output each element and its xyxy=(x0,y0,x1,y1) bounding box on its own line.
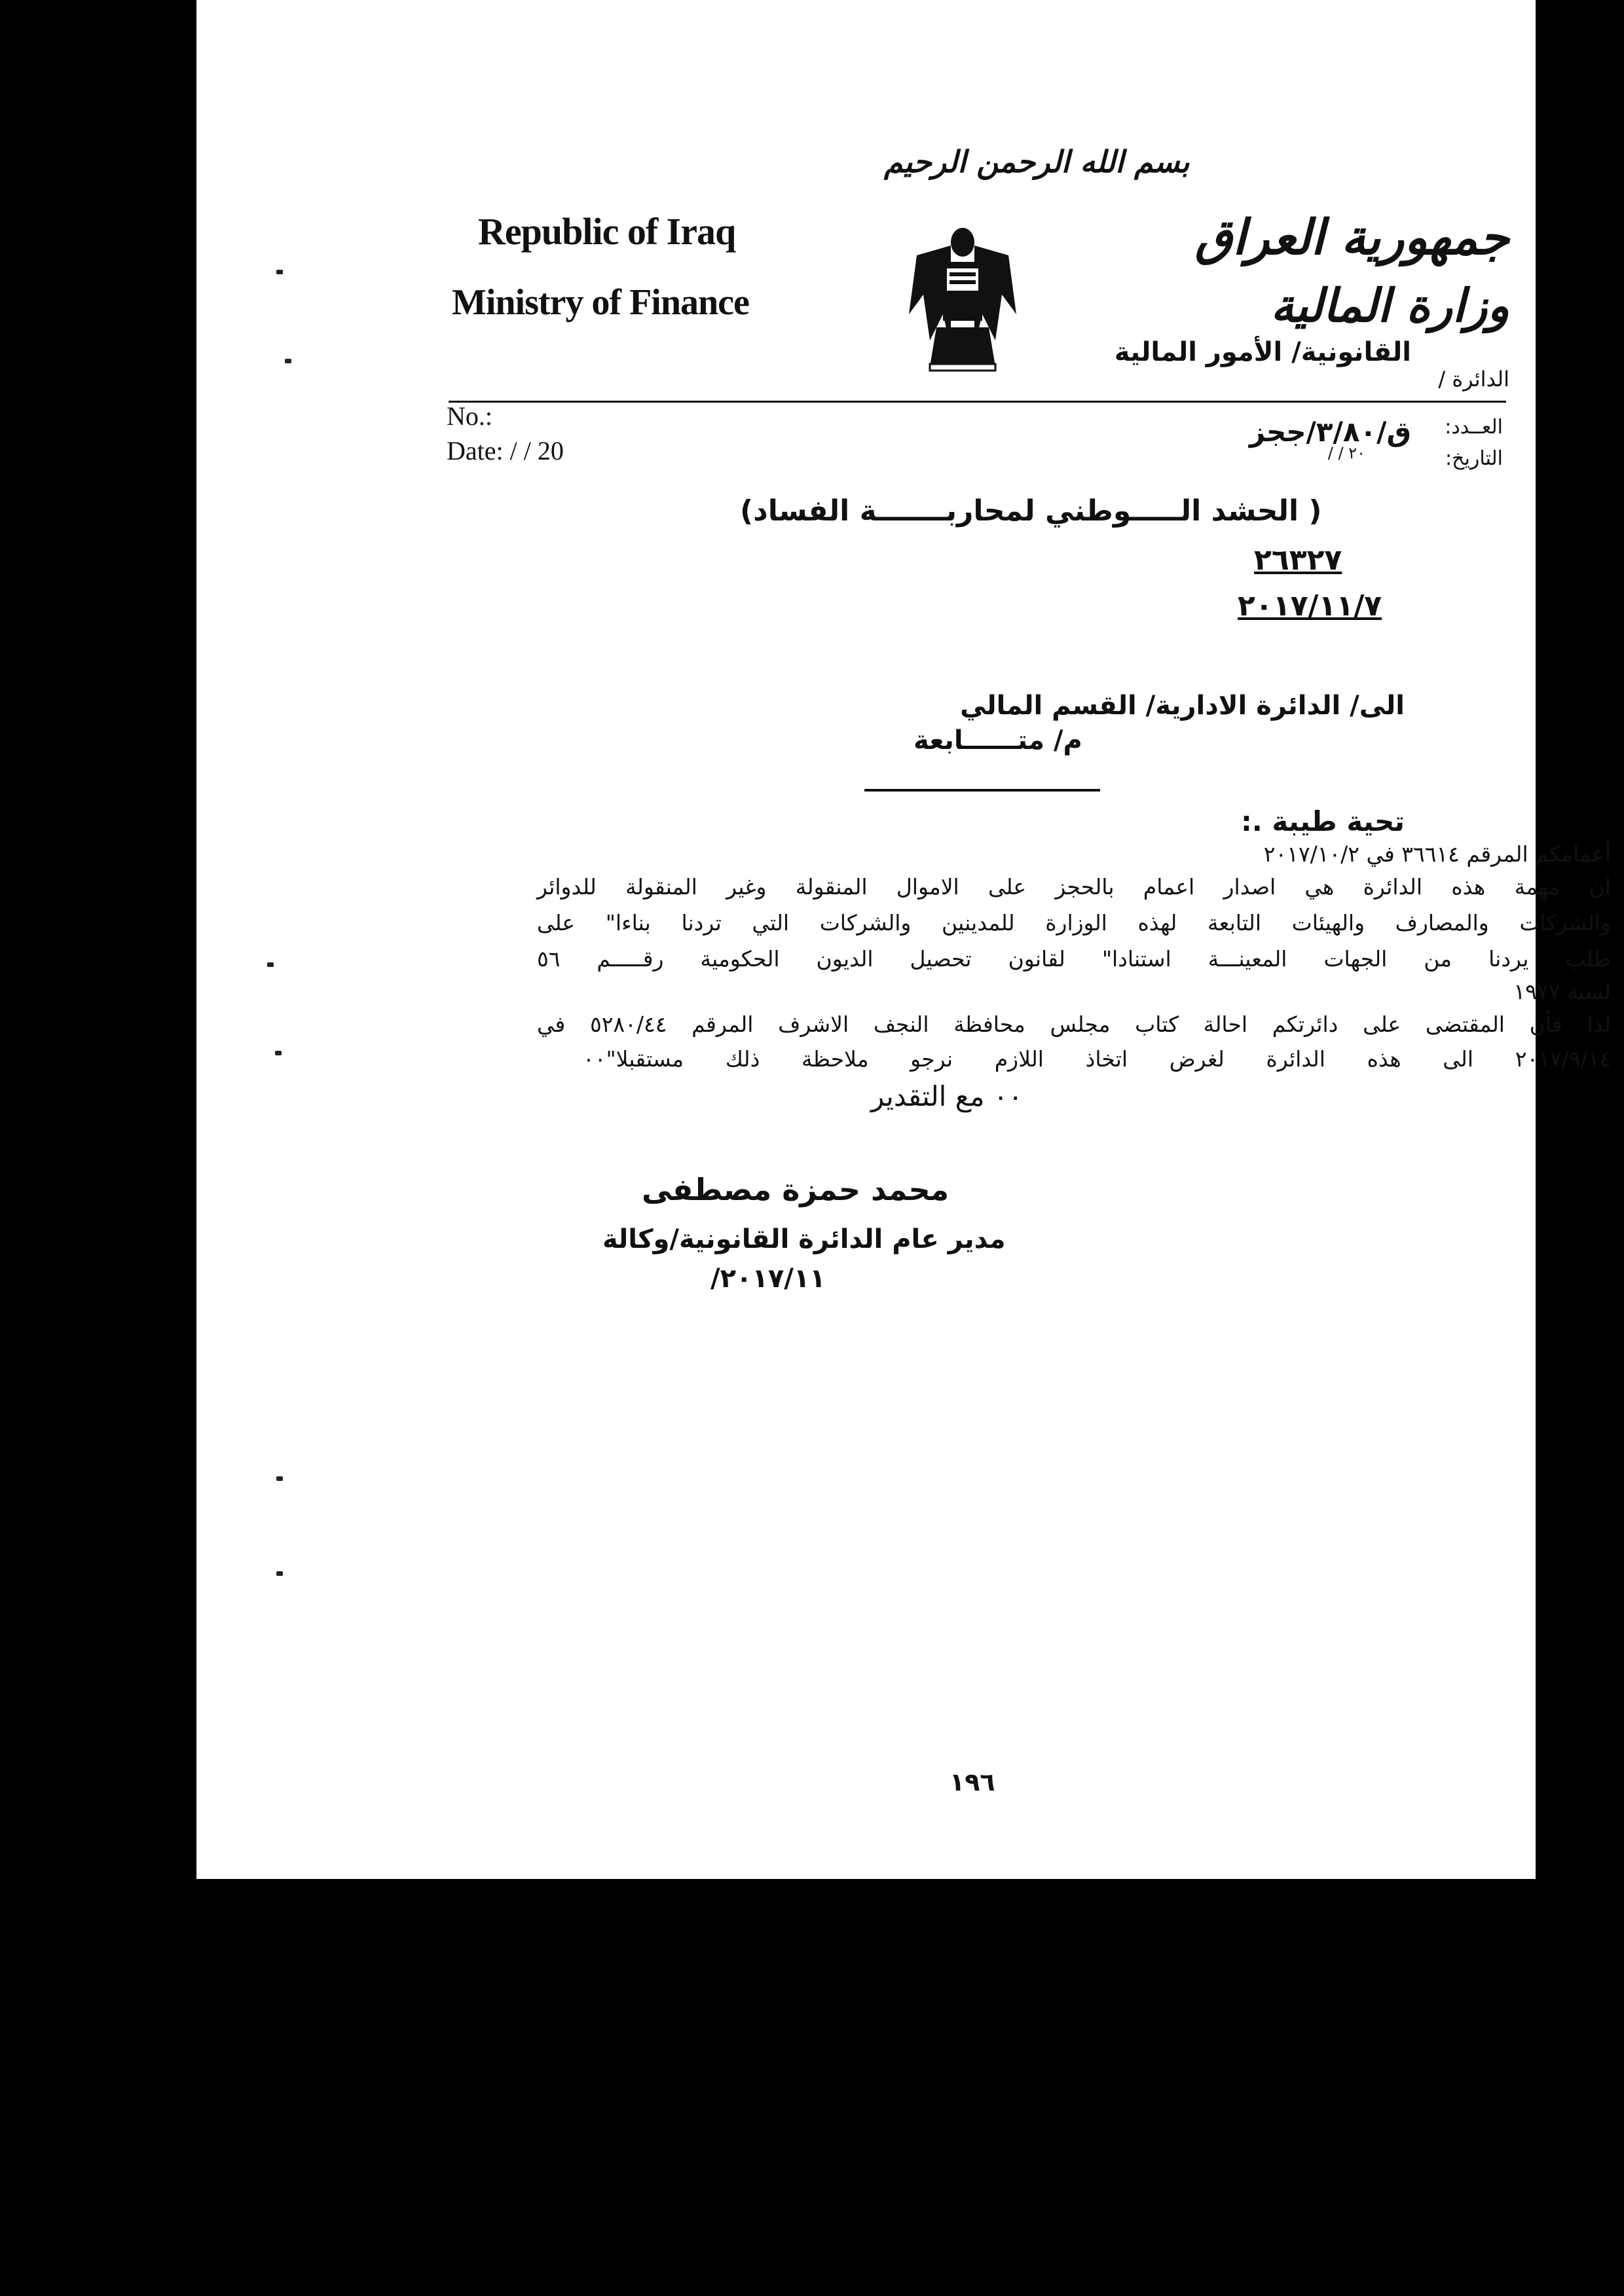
department-value: القانونية/ الأمور المالية xyxy=(1114,337,1411,367)
iraq-eagle-emblem-icon xyxy=(904,216,1022,373)
basmala: بسم الله الرحمن الرحيم xyxy=(884,144,1190,179)
country-name-en: Republic of Iraq xyxy=(478,210,736,253)
signatory-title: مدير عام الدائرة القانونية/وكالة xyxy=(602,1224,1006,1254)
subject-underline xyxy=(864,789,1100,792)
ministry-name-en: Ministry of Finance xyxy=(452,282,749,323)
addressee: الى/ الدائرة الادارية/ القسم المالي xyxy=(960,691,1405,721)
scan-mark xyxy=(276,1571,283,1576)
subject: م/ متــــــابعة xyxy=(913,725,1082,756)
date-label-en: Date: / / 20 xyxy=(447,436,564,465)
stamp-date: ٢٠١٧/١١/٧ xyxy=(1238,589,1382,623)
document-number-ar: ق/٣/٨٠/ججز xyxy=(1249,416,1411,448)
document-page xyxy=(196,0,1611,1879)
number-label-en: No.: xyxy=(447,401,492,431)
body-line-7: ٢٠١٧/٩/١٤ الى هذه الدائرة لغرض اتخاذ اللازم نرجو ملاحظة ذلك مستقبلا"٠٠ xyxy=(583,1046,1611,1072)
scan-mark xyxy=(276,270,283,274)
country-name-ar: جمهورية العراق xyxy=(1194,210,1509,266)
closing: ٠٠ مع التقدير xyxy=(871,1080,1023,1112)
scan-mark xyxy=(275,1051,282,1055)
page-number: ١٩٦ xyxy=(950,1768,995,1796)
stamp-title: ( الحشد الـــــوطني لمحاربـــــــة الفساد) xyxy=(740,494,1322,528)
body-line-6: لذا فأن المقتضى على دائرتكم احالة كتاب مجلس محافظة النجف الاشرف المرقم ٥٢٨٠/٤٤ في xyxy=(537,1011,1611,1037)
body-line-1: أعمامكم المرقم ٣٦٦١٤ في ٢٠١٧/١٠/٢ xyxy=(1263,841,1611,867)
body-line-4: طلب يردنا من الجهات المعينـــة استنادا" لقانون تحصيل الديون الحكومية رقـــــم ٥٦ xyxy=(537,946,1611,972)
department-label: الدائرة / xyxy=(1438,367,1509,392)
date-label-ar: التاريخ: xyxy=(1445,447,1503,470)
scan-mark xyxy=(267,962,274,967)
body-line-3: والشركات والمصارف والهيئات التابعة لهذه الوزارة للمدينين والشركات التي تردنا بناءا" على xyxy=(537,910,1611,936)
scan-mark xyxy=(276,1476,283,1481)
document-date-ar: / / ٢٠ xyxy=(1327,444,1365,462)
scan-mark xyxy=(285,359,291,363)
header-divider xyxy=(449,401,1506,403)
greeting: تحية طيبة .: xyxy=(1241,805,1405,837)
number-label-ar: العــدد: xyxy=(1445,416,1503,439)
body-line-2: ان مهمة هذه الدائرة هي اصدار اعمام بالحجز على الاموال المنقولة وغير المنقولة للدوائر xyxy=(537,874,1611,900)
signatory-name: محمد حمزة مصطفى xyxy=(642,1172,950,1207)
ministry-name-ar: وزارة المالية xyxy=(1270,278,1509,333)
signature-date: /٢٠١٧/١١ xyxy=(710,1264,826,1294)
stamp-number: ٢٦٣٢٧ xyxy=(1254,543,1342,577)
body-line-5: لسنة ١٩٧٧ xyxy=(1513,979,1611,1004)
